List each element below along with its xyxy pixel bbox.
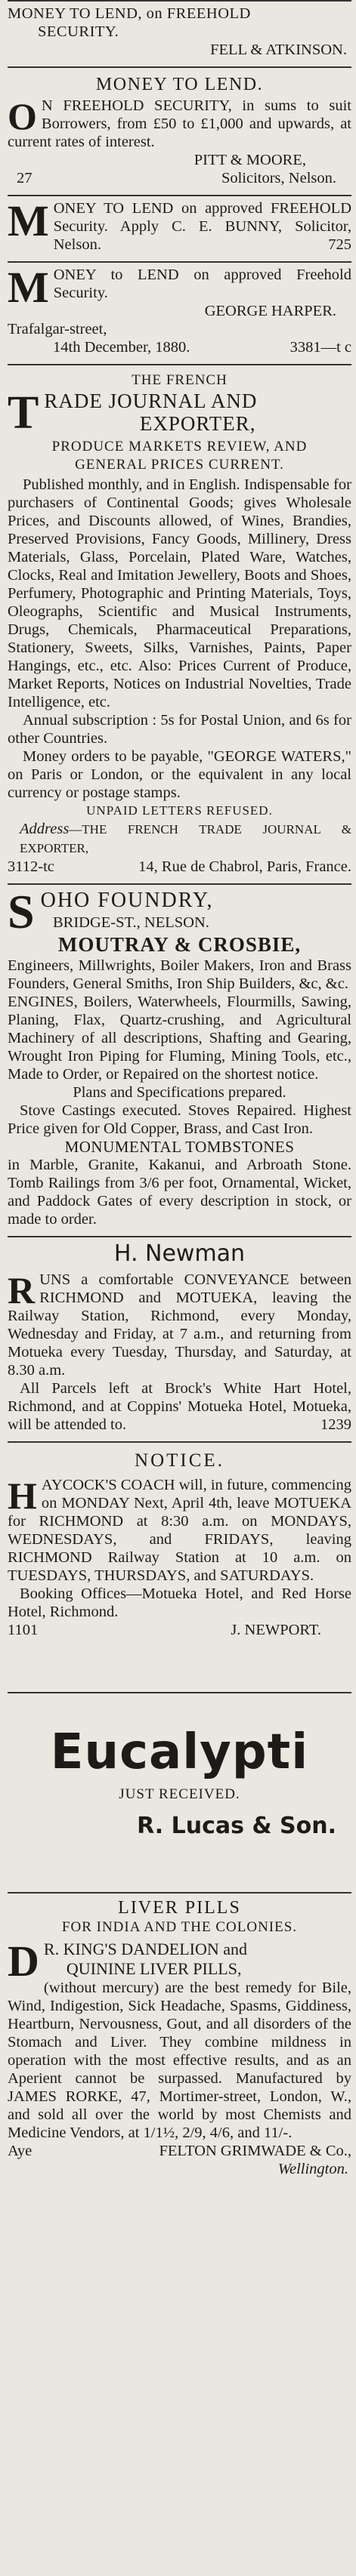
ad-text: ONEY TO LEND on approved FREEHOLD Security. Apply C. E. BUNNY, Solicitor, Nelson. — [53, 200, 351, 253]
ad-heading: H. Newman — [113, 1240, 246, 1267]
ad-note: UNPAID LETTERS REFUSED. — [86, 803, 273, 818]
ad-bunny — [8, 195, 351, 254]
ad-subsignature: Solicitors, Nelson. — [221, 170, 336, 186]
ad-ref: 27 — [17, 170, 33, 186]
ad-title: OHO FOUNDRY, — [40, 889, 214, 912]
ad-fell-atkinson — [8, 0, 351, 59]
ad-signature: R. Lucas & Son. — [137, 1813, 336, 1839]
ad-text: MONEY TO LEND, on FREEHOLD — [8, 5, 251, 22]
ad-agents: FELTON GRIMWADE & Co., — [159, 2143, 351, 2159]
ad-subheading: MONUMENTAL TOMBSTONES — [64, 1138, 295, 1156]
ad-ref: 3112-tc — [8, 858, 54, 875]
ad-address-label: Address — [20, 821, 70, 837]
drop-cap: D — [8, 1937, 39, 1986]
ad-date: 14th December, 1880. — [53, 339, 190, 356]
ad-liver-pills — [8, 1892, 351, 2178]
drop-cap: O — [8, 95, 37, 137]
ad-text: Annual subscription : 5s for Postal Union, and 6s for other Countries. — [8, 712, 351, 747]
ad-subtitle: PRODUCE MARKETS REVIEW, AND — [51, 439, 308, 454]
ad-kicker: THE FRENCH — [132, 372, 228, 388]
drop-cap: H — [8, 1474, 37, 1517]
ad-text: in Marble, Granite, Kakanui, and Arbroath Stone. Tomb Railings from 3/6 per foot, Ornamental, Wicket, and Paddock Gates of every description in stock, or made to order. — [8, 1157, 351, 1228]
ad-text: Engineers, Millwrights, Boiler Makers, Iron and Brass Founders, General Smiths, Iron Ship Builders, &c, &c. — [8, 957, 351, 992]
ad-heading: LIVER PILLS — [118, 1898, 241, 1918]
ad-signature: J. NEWPORT. — [231, 1622, 321, 1638]
ad-text: Published monthly, and in English. Indispensable for purchasers of Continental Goods; gives Wholesale Prices, and Discounts allowed, of Wines, Brandies, Preserved Provisions, Fancy Goods, Millinery, Dress Materials, Glass, Porcelain, Plated Ware, Watches, Clocks, Real and Imitation Jewellery, Boots and Shoes, Perfumery, Photographic and Printing Materials, Toys, Oleographs, Scientific and Musical Instruments, Drugs, Chemicals, Pharmaceutical Preparations, Stationery, Sweets, Silks, Varnishes, Paints, Paper Hangings, etc., etc. Also: Prices Current of Produce, Market Reports, Notices on Industrial Novelties, Trade Intelligence, etc. — [8, 476, 351, 710]
ad-text: SECURITY. — [38, 23, 119, 40]
ad-eucalypti — [8, 1692, 351, 1839]
ad-address: Trafalgar-street, — [8, 321, 107, 337]
drop-cap: T — [8, 387, 40, 439]
ad-text: N FREEHOLD SECURITY, in sums to suit Borrowers, from £50 to £1,000 and upwards, at current rates of interest. — [8, 97, 351, 150]
ad-ref: 3381—t c — [289, 339, 351, 356]
ad-title: EXPORTER, — [139, 412, 256, 435]
ad-pitt-moore — [8, 66, 351, 187]
ad-text: UNS a comfortable CONVEYANCE between RICHMOND and MOTUEKA, leaving the Railway Station, Richmond, every Monday, Wednesday and Friday, at 7 a.m., and returning from Motueka every Tuesday, Thursday, and Saturday, at 8.30 a.m. — [8, 1271, 351, 1379]
ad-text: All Parcels left at Brock's White Hart Hotel, Richmond, and at Coppins' Motueka Hotel, Motueka, will be attended to. — [8, 1380, 351, 1433]
ad-street: BRIDGE-ST., NELSON. — [53, 914, 209, 931]
ad-subtitle: JUST RECEIVED. — [119, 1786, 240, 1802]
ad-heading: MONEY TO LEND. — [95, 75, 264, 94]
ad-text: ENGINES, Boilers, Waterwheels, Flourmills, Sawing, Planing, Flax, Quartz-crushing, and Agricultural Machinery of all descriptions, Shafting and Gearing, Wrought Iron Piping for Fluming, Mining Tools, etc., Made to Order, or Repaired on the shortest notice. — [8, 994, 351, 1083]
drop-cap: R — [8, 1269, 36, 1311]
ad-heading: FOR INDIA AND THE COLONIES. — [61, 1919, 298, 1935]
ad-title: Eucalypti — [50, 1724, 309, 1780]
ad-french-trade-journal — [8, 364, 351, 876]
ad-soho-foundry — [8, 883, 351, 1228]
ad-heading: NOTICE. — [135, 1450, 224, 1471]
ad-signature: GEORGE HARPER. — [204, 303, 336, 319]
drop-cap: M — [8, 196, 49, 245]
ad-notice — [8, 1441, 351, 1639]
ad-text: (without mercury) are the best remedy for Bile, Wind, Indigestion, Sick Headache, Spasms, Giddiness, Heartburn, Nervousness, Gout, and all disorders of the Stomach and Liver. They combine mildness in operation with the most effective results, and as an Aperient cannot be surpassed. Manufactured by JAMES RORKE, 47, Mortimer-street, London, W., and sold all over the world by most Chemists and Medicine Vendors, at 1/1½, 2/9, 4/6, and 11/-. — [8, 1980, 351, 2141]
ad-newman — [8, 1236, 351, 1434]
ad-firm: MOUTRAY & CROSBIE, — [57, 933, 302, 956]
ad-street: 14, Rue de Chabrol, Paris, France. — [138, 858, 351, 875]
drop-cap: M — [8, 263, 49, 312]
ad-text: AYCOCK'S COACH will, in future, commencing on MONDAY Next, April 4th, leave MOTUEKA for RICHMOND at 8:30 a.m. on MONDAYS, WEDNESDAYS, and FRIDAYS, leaving RICHMOND Railway Station at 10 a.m. on TUESDAYS, THURSDAYS, and SATURDAYS. — [8, 1477, 351, 1584]
ad-title: QUININE LIVER PILLS, — [66, 1959, 242, 1978]
ad-city: Wellington. — [277, 2161, 348, 2177]
ad-signature: PITT & MOORE, — [193, 152, 306, 168]
ad-ref: Aye — [8, 2143, 33, 2159]
ad-ref: 1101 — [8, 1622, 39, 1638]
ad-title: RADE JOURNAL AND — [44, 390, 258, 412]
ad-signature: FELL & ATKINSON. — [210, 42, 347, 58]
ad-subtitle: GENERAL PRICES CURRENT. — [75, 457, 284, 473]
ad-address: —THE FRENCH TRADE JOURNAL & EXPORTER, — [20, 822, 351, 855]
drop-cap: S — [8, 885, 36, 938]
ad-title: R. KING'S DANDELION and — [43, 1940, 248, 1958]
ad-text: Booking Offices—Motueka Hotel, and Red Horse Hotel, Richmond. — [8, 1585, 351, 1620]
ad-text: Stove Castings executed. Stoves Repaired. Highest Price given for Old Copper, Brass, and Cast Iron. — [8, 1102, 351, 1137]
ad-text: Money orders to be payable, "GEORGE WATERS," on Paris or London, or the equivalent in any local currency or postage stamps. — [8, 748, 351, 801]
ad-ref: 725 — [328, 236, 351, 253]
ad-text: ONEY to LEND on approved Freehold Security. — [53, 267, 351, 301]
ad-harper — [8, 261, 351, 356]
ad-ref: 1239 — [320, 1416, 351, 1433]
ad-text: Plans and Specifications prepared. — [73, 1084, 286, 1101]
